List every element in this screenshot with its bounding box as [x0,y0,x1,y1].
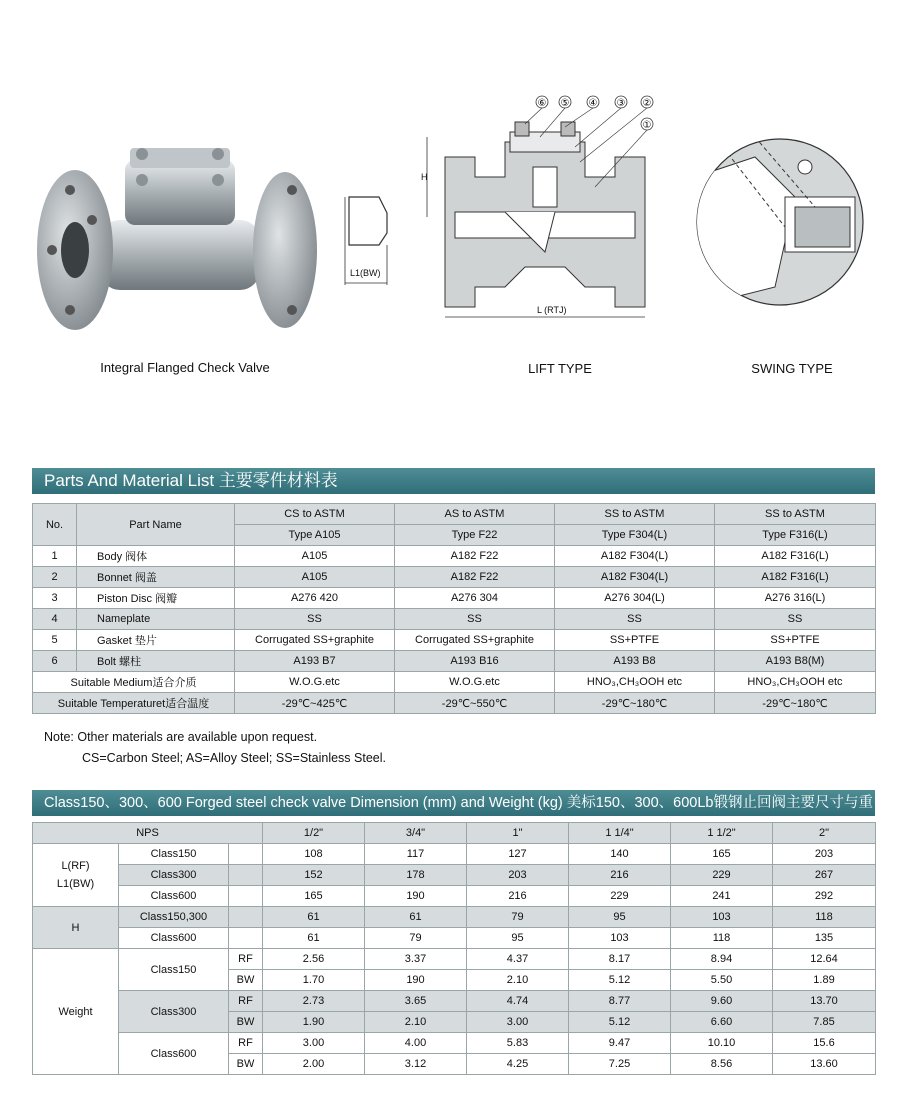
cell: 7.25 [569,1054,671,1075]
table-row [33,844,876,865]
cell: W.O.G.etc [235,672,395,693]
cell: 190 [365,970,467,991]
bw-cell: BW [229,1012,263,1033]
rf-cell: RF [229,991,263,1012]
cell: 61 [263,928,365,949]
cell: A193 B8 [555,651,715,672]
note-line-2: CS=Carbon Steel; AS=Alloy Steel; SS=Stainless Steel. [82,751,386,765]
h-label: H [421,172,428,182]
cell: 165 [263,886,365,907]
table-row [33,949,876,970]
cell: 5.12 [569,1012,671,1033]
cell: 79 [365,928,467,949]
lift-type-drawing [415,92,675,332]
cell: 61 [263,907,365,928]
cell: 135 [773,928,876,949]
cell: 95 [467,928,569,949]
cell: SS+PTFE [555,630,715,651]
cell: 10.10 [671,1033,773,1054]
lift-caption: LIFT TYPE [528,361,592,376]
row-name: Bonnet 阀盖 [77,567,235,588]
swing-caption: SWING TYPE [751,361,833,376]
row-name: Bolt 螺柱 [77,651,235,672]
cell: 267 [773,865,876,886]
cell: 5.50 [671,970,773,991]
cell: 190 [365,886,467,907]
empty-cell [229,928,263,949]
empty-cell [229,844,263,865]
table-row [33,928,876,949]
cell: 103 [569,928,671,949]
cell: 79 [467,907,569,928]
cell: A276 316(L) [715,588,876,609]
cell: 4.25 [467,1054,569,1075]
cell: A182 F304(L) [555,567,715,588]
cell: 203 [467,865,569,886]
cell: 3.00 [263,1033,365,1054]
header-as-type: Type F22 [395,525,555,546]
table-row [33,609,876,630]
cell: 216 [467,886,569,907]
cell: -29℃~180℃ [555,693,715,714]
table-row [33,651,876,672]
nps-cell: 2" [773,823,876,844]
cell: 6.60 [671,1012,773,1033]
cell: 4.74 [467,991,569,1012]
row-name: Nameplate [77,609,235,630]
l1-label: L1(BW) [350,268,381,278]
cell: A276 420 [235,588,395,609]
cell: A182 F22 [395,567,555,588]
nps-label: NPS [33,823,263,844]
cell: 3.65 [365,991,467,1012]
header-ss304-type: Type F304(L) [555,525,715,546]
cell: 1.89 [773,970,876,991]
empty-cell [229,907,263,928]
table-row [33,630,876,651]
cell: 117 [365,844,467,865]
row-no: 3 [33,588,77,609]
cell: A105 [235,546,395,567]
cell: SS [715,609,876,630]
cell: 103 [671,907,773,928]
l1-bw-label: L1(BW) [56,878,95,890]
cell: SS+PTFE [715,630,876,651]
cell: 140 [569,844,671,865]
cell: 127 [467,844,569,865]
cell: 2.10 [365,1012,467,1033]
cell: -29℃~550℃ [395,693,555,714]
cell: A105 [235,567,395,588]
class-cell: Class600 [119,928,229,949]
l-label-cell [33,844,119,907]
cell: 108 [263,844,365,865]
cell: A182 F22 [395,546,555,567]
cell: A182 F316(L) [715,546,876,567]
cell: A193 B8(M) [715,651,876,672]
cell: -29℃~425℃ [235,693,395,714]
cell: A182 F316(L) [715,567,876,588]
cell: A193 B7 [235,651,395,672]
row-no: 6 [33,651,77,672]
cell: 7.85 [773,1012,876,1033]
cell: 9.47 [569,1033,671,1054]
balloon-label: ② [642,98,652,109]
table-row [33,567,876,588]
nps-cell: 3/4" [365,823,467,844]
table-row [33,546,876,567]
cell: 15.6 [773,1033,876,1054]
cell: A182 F304(L) [555,546,715,567]
valve-photo [30,140,320,340]
cell: 203 [773,844,876,865]
cell: 216 [569,865,671,886]
cell: 1.70 [263,970,365,991]
rf-cell: RF [229,1033,263,1054]
cell: 13.70 [773,991,876,1012]
cell: A276 304(L) [555,588,715,609]
empty-cell [229,886,263,907]
parts-table [32,503,876,714]
cell: 13.60 [773,1054,876,1075]
cell: SS [395,609,555,630]
table-row [33,672,876,693]
class-cell: Class150 [119,949,229,991]
header-part: Part Name [77,504,235,546]
table-row [33,588,876,609]
cell: 8.17 [569,949,671,970]
cell: A276 304 [395,588,555,609]
cell: -29℃~180℃ [715,693,876,714]
table-row [33,693,876,714]
cell: 2.73 [263,991,365,1012]
cell: 2.10 [467,970,569,991]
cell: A193 B16 [395,651,555,672]
cell: 118 [773,907,876,928]
cell: HNO₃,CH₃OOH etc [555,672,715,693]
weight-label: Weight [33,949,119,1075]
cell: Corrugated SS+graphite [395,630,555,651]
class-cell: Class300 [119,991,229,1033]
header-as: AS to ASTM [395,504,555,525]
photo-caption: Integral Flanged Check Valve [100,360,270,375]
l-rtj-label: L (RTJ) [537,305,567,315]
cell: 9.60 [671,991,773,1012]
cell: Corrugated SS+graphite [235,630,395,651]
l-rf-label: L(RF) [61,860,90,872]
cell: 8.94 [671,949,773,970]
cell: 5.12 [569,970,671,991]
table-row [33,1033,876,1054]
header-no: No. [33,504,77,546]
class-cell: Class600 [119,1033,229,1075]
bw-cell: BW [229,1054,263,1075]
row-no: 4 [33,609,77,630]
cell: 165 [671,844,773,865]
cell: 5.83 [467,1033,569,1054]
cell: SS [555,609,715,630]
cell: 61 [365,907,467,928]
empty-cell [229,865,263,886]
header-ss316: SS to ASTM [715,504,876,525]
balloon-label: ① [642,120,652,131]
bw-cell: BW [229,970,263,991]
cell: 8.77 [569,991,671,1012]
cell: 292 [773,886,876,907]
table-row [33,865,876,886]
swing-type-drawing [695,137,865,307]
class-cell: Class600 [119,886,229,907]
balloon-label: ⑥ [537,98,547,109]
cell: W.O.G.etc [395,672,555,693]
cell: 152 [263,865,365,886]
h-row-label: H [33,907,119,949]
dims-title: Class150、300、600 Forged steel check valve Dimension (mm) and Weight (kg) 美标150、300、600Lb锻钢止回阀主要尺寸与重量 [32,790,875,816]
note-line-1: Note: Other materials are available upon request. [44,730,318,744]
header-cs: CS to ASTM [235,504,395,525]
cell: 178 [365,865,467,886]
nps-cell: 1 1/2" [671,823,773,844]
header-ss316-type: Type F316(L) [715,525,876,546]
row-no: 2 [33,567,77,588]
row-no: 1 [33,546,77,567]
cell: 8.56 [671,1054,773,1075]
nps-cell: 1/2" [263,823,365,844]
parts-title: Parts And Material List 主要零件材料表 [32,468,875,494]
nps-cell: 1" [467,823,569,844]
balloon-label: ⑤ [560,98,570,109]
cell: 3.12 [365,1054,467,1075]
cell: 4.37 [467,949,569,970]
bw-end-drawing [335,185,405,295]
header-cs-type: Type A105 [235,525,395,546]
cell: 229 [569,886,671,907]
temp-label: Suitable Temperaturet适合温度 [33,693,235,714]
balloon-label: ④ [588,98,598,109]
cell: 95 [569,907,671,928]
cell: 12.64 [773,949,876,970]
row-no: 5 [33,630,77,651]
row-name: Body 阀体 [77,546,235,567]
header-ss304: SS to ASTM [555,504,715,525]
cell: 118 [671,928,773,949]
cell: SS [235,609,395,630]
rf-cell: RF [229,949,263,970]
balloon-label: ③ [616,98,626,109]
cell: 3.37 [365,949,467,970]
cell: 229 [671,865,773,886]
cell: 241 [671,886,773,907]
cell: 2.56 [263,949,365,970]
class-cell: Class300 [119,865,229,886]
cell: HNO₃,CH₃OOH etc [715,672,876,693]
class-cell: Class150 [119,844,229,865]
cell: 1.90 [263,1012,365,1033]
row-name: Gasket 垫片 [77,630,235,651]
medium-label: Suitable Medium适合介质 [33,672,235,693]
class-cell: Class150,300 [119,907,229,928]
table-row [33,907,876,928]
dims-table [32,822,876,1075]
nps-cell: 1 1/4" [569,823,671,844]
cell: 3.00 [467,1012,569,1033]
cell: 2.00 [263,1054,365,1075]
cell: 4.00 [365,1033,467,1054]
table-row [33,886,876,907]
row-name: Piston Disc 阀瓣 [77,588,235,609]
table-row [33,991,876,1012]
